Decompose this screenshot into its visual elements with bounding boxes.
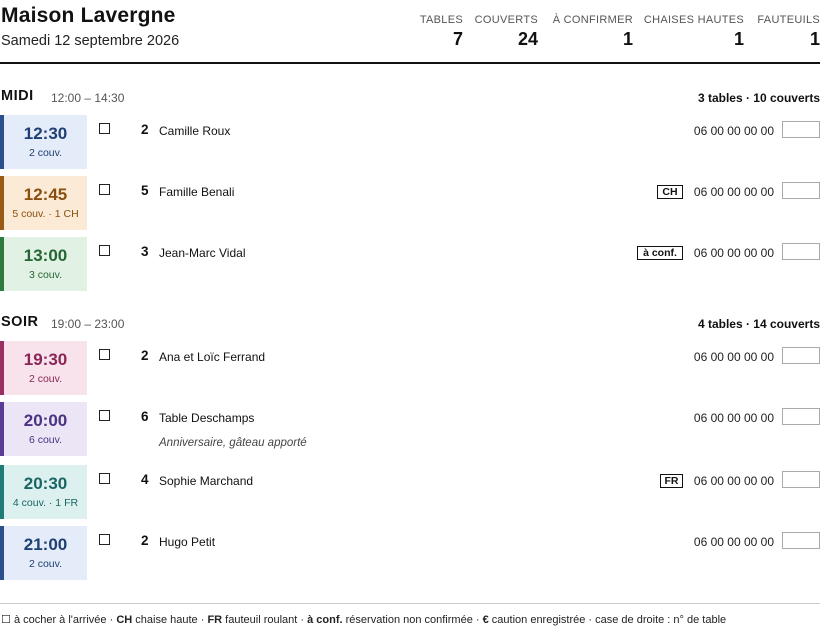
table-number-box[interactable]	[782, 182, 820, 199]
stat-label: À CONFIRMER	[552, 14, 633, 26]
service-hours: 19:00 – 23:00	[51, 317, 125, 331]
party-size: 3	[141, 244, 149, 259]
unconfirmed-badge: à conf.	[637, 246, 683, 260]
table-number-box[interactable]	[782, 121, 820, 138]
guest-name: Hugo Petit	[159, 535, 216, 549]
booking-time-box	[0, 341, 87, 395]
booking-time-box	[0, 115, 87, 169]
booking-covers: 5 couv. · 1 CH	[12, 208, 79, 220]
legend-key: à conf.	[307, 614, 343, 626]
restaurant-name: Maison Lavergne	[1, 4, 176, 27]
table-number-box[interactable]	[782, 408, 820, 425]
service-header-midi	[0, 86, 820, 110]
booking-time: 20:00	[23, 411, 68, 430]
legend-key: CH	[116, 614, 133, 626]
booking-covers: 3 couv.	[28, 269, 63, 281]
stat-label: COUVERTS	[474, 14, 538, 26]
booking-row[interactable]	[0, 115, 820, 169]
party-size: 6	[141, 409, 149, 424]
service-summary: 3 tables · 10 couverts	[697, 91, 820, 105]
service-name: MIDI	[1, 88, 34, 104]
booking-time-box	[0, 176, 87, 230]
legend-text: caution enregistrée	[491, 614, 586, 626]
booking-covers: 2 couv.	[28, 373, 63, 385]
table-number-box[interactable]	[782, 532, 820, 549]
stat-value: 1	[733, 29, 744, 49]
table-number-box[interactable]	[782, 243, 820, 260]
stat-tables	[420, 14, 463, 50]
stat-value: 24	[517, 29, 538, 49]
guest-phone: 06 00 00 00 00	[693, 185, 774, 199]
guest-name: Famille Benali	[159, 185, 235, 199]
guest-phone: 06 00 00 00 00	[693, 350, 774, 364]
service-date: Samedi 12 septembre 2026	[1, 33, 180, 49]
legend-key: FR	[207, 614, 223, 626]
arrival-checkbox[interactable]	[99, 349, 110, 360]
booking-time: 12:30	[23, 124, 68, 143]
party-size: 2	[141, 122, 149, 137]
legend-text: à cocher à l'arrivée	[13, 614, 107, 626]
legend-text: fauteuil roulant	[225, 614, 298, 626]
stat-label: TABLES	[419, 14, 463, 26]
booking-covers: 4 couv. · 1 FR	[12, 497, 79, 509]
guest-name: Ana et Loïc Ferrand	[159, 350, 266, 364]
booking-time: 13:00	[23, 246, 68, 265]
guest-phone: 06 00 00 00 00	[693, 474, 774, 488]
booking-time-box	[0, 465, 87, 519]
wheelchair-badge: FR	[660, 474, 683, 488]
guest-phone: 06 00 00 00 00	[693, 411, 774, 425]
page-header	[0, 0, 820, 64]
booking-row[interactable]	[0, 341, 820, 395]
booking-row[interactable]	[0, 402, 820, 458]
service-summary: 4 tables · 14 couverts	[697, 317, 820, 331]
table-number-box[interactable]	[782, 471, 820, 488]
stat-fauteuils	[757, 14, 820, 50]
guest-name: Jean-Marc Vidal	[159, 246, 246, 260]
stat-couverts	[475, 14, 538, 50]
guest-name: Sophie Marchand	[159, 474, 254, 488]
booking-time-box	[0, 402, 87, 456]
service-header-soir	[0, 312, 820, 336]
stat-a-confirmer	[553, 14, 633, 50]
stat-value: 7	[452, 29, 463, 49]
booking-covers: 2 couv.	[28, 558, 63, 570]
booking-note: Anniversaire, gâteau apporté	[159, 437, 307, 449]
legend-text: réservation non confirmée	[345, 614, 473, 626]
booking-time: 21:00	[23, 535, 68, 554]
booking-row[interactable]	[0, 465, 820, 519]
booking-time-box	[0, 237, 87, 291]
booking-time: 20:30	[23, 474, 68, 493]
arrival-checkbox[interactable]	[99, 184, 110, 195]
stat-value: 1	[809, 29, 820, 49]
guest-phone: 06 00 00 00 00	[693, 124, 774, 138]
arrival-checkbox[interactable]	[99, 534, 110, 545]
arrival-checkbox[interactable]	[99, 410, 110, 421]
stat-chaises-hautes	[644, 14, 744, 50]
stat-label: FAUTEUILS	[757, 14, 820, 26]
stat-label: CHAISES HAUTES	[643, 14, 744, 26]
legend: ☐ à cocher à l'arrivée · CH chaise haute · FR fauteuil roulant · à conf. réservation non confirmée · € caution enregistrée · case de droite : n° de table	[1, 614, 727, 626]
party-size: 2	[141, 533, 149, 548]
booking-covers: 2 couv.	[28, 147, 63, 159]
booking-row[interactable]	[0, 526, 820, 580]
party-size: 2	[141, 348, 149, 363]
party-size: 4	[141, 472, 149, 487]
legend-divider	[0, 603, 820, 604]
high-chair-badge: CH	[657, 185, 683, 199]
legend-text: chaise haute	[135, 614, 198, 626]
booking-row[interactable]	[0, 237, 820, 291]
service-hours: 12:00 – 14:30	[51, 91, 125, 105]
booking-covers: 6 couv.	[28, 434, 63, 446]
guest-phone: 06 00 00 00 00	[693, 246, 774, 260]
booking-row[interactable]	[0, 176, 820, 230]
booking-time: 12:45	[23, 185, 68, 204]
table-number-box[interactable]	[782, 347, 820, 364]
guest-name: Camille Roux	[159, 124, 231, 138]
booking-time: 19:30	[23, 350, 68, 369]
arrival-checkbox[interactable]	[99, 123, 110, 134]
booking-time-box	[0, 526, 87, 580]
service-name: SOIR	[1, 314, 39, 330]
arrival-checkbox[interactable]	[99, 245, 110, 256]
guest-phone: 06 00 00 00 00	[693, 535, 774, 549]
legend-key: ☐	[1, 614, 11, 626]
party-size: 5	[141, 183, 149, 198]
legend-key: €	[482, 614, 489, 626]
guest-name: Table Deschamps	[159, 411, 255, 425]
arrival-checkbox[interactable]	[99, 473, 110, 484]
legend-text: case de droite : n° de table	[595, 614, 727, 626]
stat-value: 1	[622, 29, 633, 49]
